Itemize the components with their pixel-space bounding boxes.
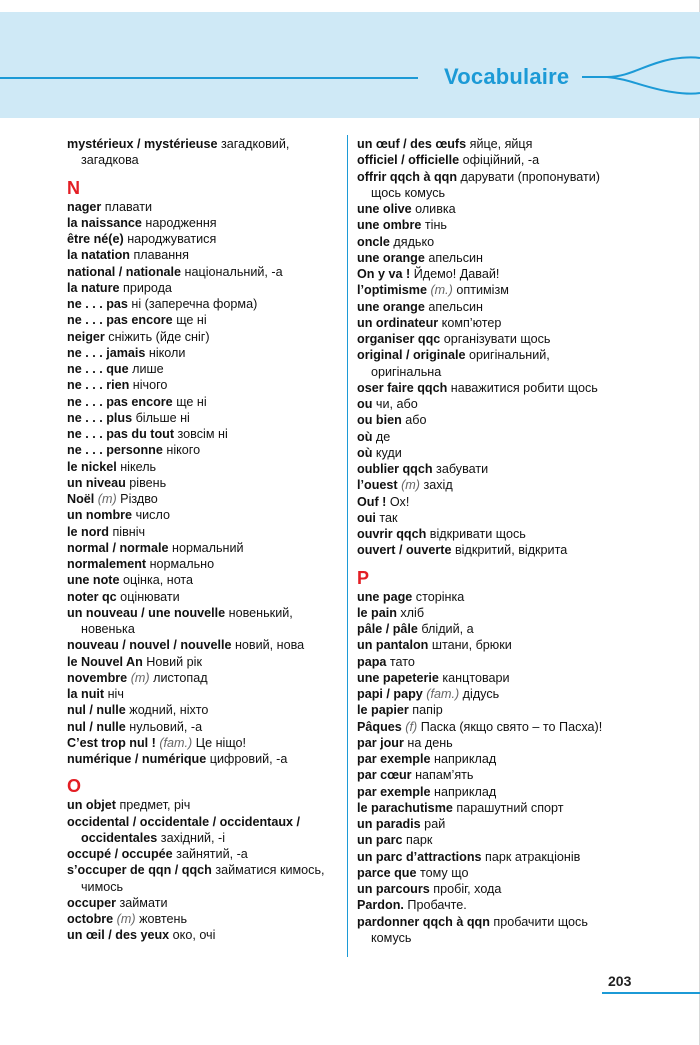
vocab-entry [67,215,342,231]
entry-word: Pâques [357,719,402,734]
entry-word: ne . . . plus [67,410,133,425]
entry-translation: наприклад [430,784,497,799]
entry-word: une papeterie [357,670,439,685]
entry-translation: Паска (якщо свято – то Пасха)! [417,719,603,734]
entry-word: un parc d’attractions [357,849,482,864]
entry-translation: ні (заперечна форма) [127,297,258,311]
vocab-entry [357,136,657,152]
entry-word: papi / papy [357,687,423,701]
entry-word: numérique / numérique [67,752,207,766]
entry-translation: Різдво [116,492,158,506]
entry-word: organiser qqc [357,332,441,346]
entry-translation: народження [141,215,217,230]
vocab-entry [67,862,342,895]
vocab-entry [67,637,342,653]
vocab-entry [357,299,657,315]
entry-word: ouvert / ouverte [357,543,452,558]
entry-grammar-note: (m) [127,670,150,685]
vocab-entry [357,266,657,282]
entry-word-continuation: occidentales [81,830,158,845]
entry-translation: ніколи [145,345,186,360]
entry-word: où [357,445,373,460]
vocab-entry [357,396,657,412]
entry-word: ne . . . rien [67,378,130,393]
entry-translation: наприклад [430,752,497,766]
entry-word: s’occuper de qqn / qqch [67,863,212,878]
entry-translation: організувати щось [440,332,551,346]
entry-word: une page [357,589,413,604]
vocab-entry [67,654,342,670]
vocab-entry [357,380,657,396]
entry-word: Noël [67,492,95,506]
vocab-entry [357,169,657,202]
entry-translation: відкритий, відкрита [451,543,568,558]
entry-translation: дідусь [459,687,500,701]
section-letter: O [67,776,82,797]
entry-word: ouvrir qqch [357,527,427,541]
page-number-rule [602,992,700,994]
entry-continuation [67,152,342,168]
entry-translation-continuation: щось комусь [371,185,446,200]
vocab-entry [67,231,342,247]
entry-continuation [67,879,342,895]
vocab-entry [67,895,342,911]
entry-word: original / originale [357,348,466,363]
vocab-entry [67,524,342,540]
entry-translation: нормально [146,557,215,571]
entry-translation: парашутний спорт [452,800,564,815]
entry-translation: офіційний, -а [459,153,540,168]
entry-word: une ombre [357,218,422,233]
entry-word: par jour [357,735,404,750]
vocab-entry [67,394,342,410]
vocab-entry [67,296,342,312]
vocab-entry [357,201,657,217]
entry-translation: тінь [421,218,447,233]
entry-word: un niveau [67,475,126,490]
entry-word: la nature [67,280,120,295]
vocab-entry [67,491,342,507]
entry-translation: північ [108,524,146,539]
section-letter: N [67,177,80,198]
entry-translation: предмет, річ [115,798,191,813]
vocab-entry [357,234,657,250]
entry-word: ne . . . jamais [67,345,146,360]
vocab-entry [357,412,657,428]
left-column [67,136,342,944]
entry-translation: Пробачте. [403,898,467,913]
vocab-entry [357,347,657,380]
vocab-entry [67,572,342,588]
vocab-entry [357,605,657,621]
entry-translation: ще ні [172,313,207,328]
entry-word: pâle / pâle [357,622,418,636]
entry-translation: дарувати (пропонувати) [457,169,601,184]
entry-word: oncle [357,234,390,249]
entry-word: oublier qqch [357,462,433,476]
vocab-entry [357,670,657,686]
entry-word: ne . . . pas [67,297,128,311]
entry-word: la naissance [67,215,142,230]
entry-translation: сніжить (йде сніг) [104,329,210,344]
vocab-entry [357,865,657,881]
entry-translation: куди [372,445,402,460]
vocab-entry [67,426,342,442]
entry-grammar-note: (fam.) [422,687,460,701]
vocab-entry [357,494,657,510]
entry-word: un œuf / des œufs [357,137,467,151]
vocab-entry [357,849,657,865]
entry-translation: сторінка [412,589,465,604]
entry-translation: Йдемо! Давай! [410,267,500,281]
entry-grammar-note: (m.) [426,283,453,298]
entry-translation: оригінальний, [465,348,550,363]
entry-translation: природа [119,280,172,295]
entry-continuation [357,930,657,946]
vocab-entry [67,475,342,491]
entry-word: papa [357,654,387,669]
vocab-entry [357,784,657,800]
entry-grammar-note: (m) [113,912,136,926]
vocab-entry [357,461,657,477]
entry-translation: більше ні [132,410,190,425]
entry-translation: цифровий, -а [206,752,288,766]
entry-word: un objet [67,798,116,813]
entry-translation: зайнятий, -а [172,847,248,861]
entry-translation-continuation: загадкова [81,153,139,168]
vocab-entry [67,556,342,572]
vocab-entry [67,911,342,927]
entry-word: où [357,429,373,444]
header-wave-decoration [0,12,700,118]
vocab-entry [67,735,342,751]
vocab-entry [357,152,657,168]
right-column [357,136,657,946]
entry-translation: око, очі [169,928,216,943]
entry-word: la nuit [67,687,105,701]
vocab-entry [67,605,342,638]
entry-translation: нікого [162,443,201,458]
entry-translation: пробіг, хода [429,882,502,896]
entry-word: le parachutisme [357,800,453,815]
vocab-entry [357,510,657,526]
vocab-entry [357,800,657,816]
entry-word: le nord [67,524,109,539]
vocab-entry [67,199,342,215]
entry-translation: чи, або [372,397,418,411]
entry-word: novembre [67,670,128,685]
entry-translation: займатися кимось, [211,863,325,878]
entry-word: normal / normale [67,540,169,555]
entry-word: occuper [67,895,116,910]
entry-word: ne . . . pas du tout [67,427,175,441]
entry-translation: папір [408,703,443,718]
entry-continuation [67,621,342,637]
vocab-entry [357,331,657,347]
vocab-entry [67,670,342,686]
entry-translation: національний, -а [181,264,283,279]
entry-word: un œil / des yeux [67,928,170,943]
entry-word: offrir qqch à qqn [357,169,458,184]
entry-translation: комп’ютер [438,315,502,330]
entry-translation: дядько [389,234,435,249]
entry-translation: лише [128,362,164,376]
entry-word: ne . . . pas encore [67,313,173,328]
vocab-entry [357,654,657,670]
entry-translation: Новий рік [142,654,202,669]
entry-translation: Це ніщо! [192,735,247,750]
entry-translation: зовсім ні [174,427,228,441]
vocab-entry [357,767,657,783]
vocab-entry [357,315,657,331]
vocab-entry [67,686,342,702]
vocab-entry [67,280,342,296]
vocab-entry [357,282,657,298]
entry-word: pardonner qqch à qqn [357,914,490,929]
entry-word: C’est trop nul ! [67,735,156,750]
entry-translation: забувати [432,462,489,476]
entry-word: Pardon. [357,898,404,913]
vocab-entry [357,816,657,832]
entry-word: une orange [357,250,425,265]
entry-word: un parc [357,833,403,848]
entry-translation-continuation: новенька [81,622,135,636]
entry-translation: тому що [416,865,469,880]
entry-grammar-note: (m) [397,478,420,493]
entry-word: ou bien [357,413,402,428]
vocab-entry [357,217,657,233]
entry-translation: оцінювати [116,589,180,604]
entry-translation: ще ні [172,394,207,409]
entry-continuation [357,364,657,380]
entry-translation: яйце, яйця [466,137,533,151]
vocab-entry [357,526,657,542]
vocab-entry [67,540,342,556]
entry-word: nul / nulle [67,703,126,718]
entry-word: un parcours [357,882,430,896]
entry-translation: оптимізм [452,283,509,298]
vocab-entry [67,247,342,263]
entry-word: parce que [357,865,417,880]
entry-translation: плавати [101,199,153,214]
entry-translation: апельсин [424,250,483,265]
entry-word: nager [67,199,102,214]
entry-word: le nickel [67,459,117,474]
vocab-entry [357,735,657,751]
entry-grammar-note: (f) [401,719,418,734]
entry-translation: жовтень [135,912,188,926]
entry-translation: або [401,413,427,428]
page-title: Vocabulaire [444,64,570,89]
entry-word: ne . . . personne [67,443,163,458]
entry-word: par exemple [357,784,431,799]
entry-word: mystérieux / mystérieuse [67,137,218,151]
entry-translation: наважитися робити щось [447,380,598,395]
vocab-entry [357,897,657,913]
entry-word: un paradis [357,817,421,831]
entry-continuation [357,185,657,201]
vocab-entry [357,881,657,897]
vocab-entry [357,429,657,445]
entry-word: être né(e) [67,232,124,246]
entry-translation: відкривати щось [426,527,526,541]
vocab-entry [67,589,342,605]
entry-translation: листопад [149,670,208,685]
entry-word: une olive [357,202,412,216]
vocab-entry [67,507,342,523]
entry-translation-continuation: оригінальна [371,364,442,379]
entry-translation: де [372,429,391,444]
vocab-entry [67,312,342,328]
vocab-entry [357,637,657,653]
entry-translation: парк атракціонів [481,849,581,864]
entry-translation: нормальний [168,540,244,555]
entry-word: neiger [67,329,105,344]
vocab-entry [67,361,342,377]
vocab-entry [67,751,342,767]
entry-word: la natation [67,248,130,263]
entry-translation: хліб [396,605,425,620]
entry-translation: пробачити щось [489,914,588,929]
entry-translation: загадковий, [217,137,290,151]
entry-translation-continuation: комусь [371,930,412,945]
section-letter: P [357,567,370,588]
vocab-entry [67,136,342,169]
entry-translation: тато [386,654,415,669]
vocab-entry [67,719,342,735]
header-band [0,12,700,118]
vocab-entry [67,442,342,458]
entry-word: national / nationale [67,264,182,279]
vocab-entry [67,459,342,475]
vocab-entry [357,832,657,848]
entry-word: octobre [67,912,114,926]
page-number: 203 [608,973,632,989]
entry-translation: плавання [129,248,189,263]
entry-translation: новенький, [225,605,293,620]
entry-translation: блідий, а [417,622,474,636]
entry-word: occupé / occupée [67,847,173,861]
entry-word: nouveau / nouvel / nouvelle [67,638,232,653]
entry-translation: нікель [116,459,157,474]
vocab-entry [67,377,342,393]
entry-translation: напам’ять [411,768,474,783]
entry-word: une orange [357,299,425,314]
entry-translation: на день [403,735,453,750]
entry-word: Ouf ! [357,494,387,509]
vocab-entry [357,621,657,637]
entry-translation: штани, брюки [428,638,512,653]
vocab-entry [357,542,657,558]
entry-grammar-note: (m) [94,492,117,506]
vocab-entry [67,702,342,718]
entry-word: ne . . . pas encore [67,394,173,409]
vocab-entry [357,914,657,947]
entry-translation: нічого [129,378,168,393]
entry-grammar-note: (fam.) [155,735,193,750]
vocab-entry [67,410,342,426]
entry-word: un ordinateur [357,315,439,330]
entry-word: un nombre [67,508,133,523]
entry-translation: число [132,508,170,523]
entry-word: On y va ! [357,267,411,281]
entry-word: oui [357,510,376,525]
entry-word: nul / nulle [67,719,126,734]
vocab-entry [357,589,657,605]
vocab-entry [67,814,342,847]
entry-translation: Ох! [386,494,410,509]
entry-word: le papier [357,703,409,718]
entry-word: le Nouvel An [67,654,143,669]
entry-word: une note [67,573,120,588]
vocab-entry [67,846,342,862]
entry-word: le pain [357,605,397,620]
entry-word: officiel / officielle [357,153,460,168]
vocab-entry [357,686,657,702]
entry-translation: так [375,510,398,525]
vocab-entry [357,719,657,735]
vocab-entry [357,250,657,266]
vocab-entry [357,702,657,718]
column-divider [347,135,348,957]
entry-translation: народжуватися [123,232,217,246]
entry-word: noter qc [67,589,117,604]
entry-word: ou [357,397,373,411]
entry-translation: нульовий, -а [125,719,203,734]
entry-translation: захід [419,478,453,493]
entry-word: un pantalon [357,638,429,653]
vocab-entry [67,329,342,345]
vocab-entry [67,345,342,361]
entry-word: occidental / occidentale / occidentaux / [67,814,301,829]
entry-translation: апельсин [424,299,483,314]
entry-translation: жодний, ніхто [125,703,209,718]
entry-translation: парк [402,833,433,848]
entry-translation: ніч [104,687,124,701]
entry-word: l’optimisme [357,283,427,298]
entry-translation: займати [116,895,168,910]
entry-word: par cœur [357,768,412,783]
entry-translation: оцінка, нота [119,573,194,588]
vocab-entry [357,445,657,461]
entry-translation-continuation: чимось [81,879,124,894]
vocab-entry [67,797,342,813]
entry-word: ne . . . que [67,362,129,376]
vocab-entry [357,477,657,493]
entry-word: oser faire qqch [357,380,448,395]
vocab-entry [67,927,342,943]
entry-translation: рівень [125,475,167,490]
entry-translation: канцтовари [438,670,510,685]
entry-continuation [67,830,342,846]
entry-translation: оливка [411,202,456,216]
vocab-entry [357,751,657,767]
entry-word: par exemple [357,752,431,766]
entry-translation: рай [420,817,446,831]
entry-translation: новий, нова [231,638,305,653]
entry-word: un nouveau / une nouvelle [67,605,226,620]
entry-word: l’ouest [357,478,398,493]
entry-translation-continuation: західний, -і [157,830,226,845]
entry-word: normalement [67,557,147,571]
vocab-entry [67,264,342,280]
